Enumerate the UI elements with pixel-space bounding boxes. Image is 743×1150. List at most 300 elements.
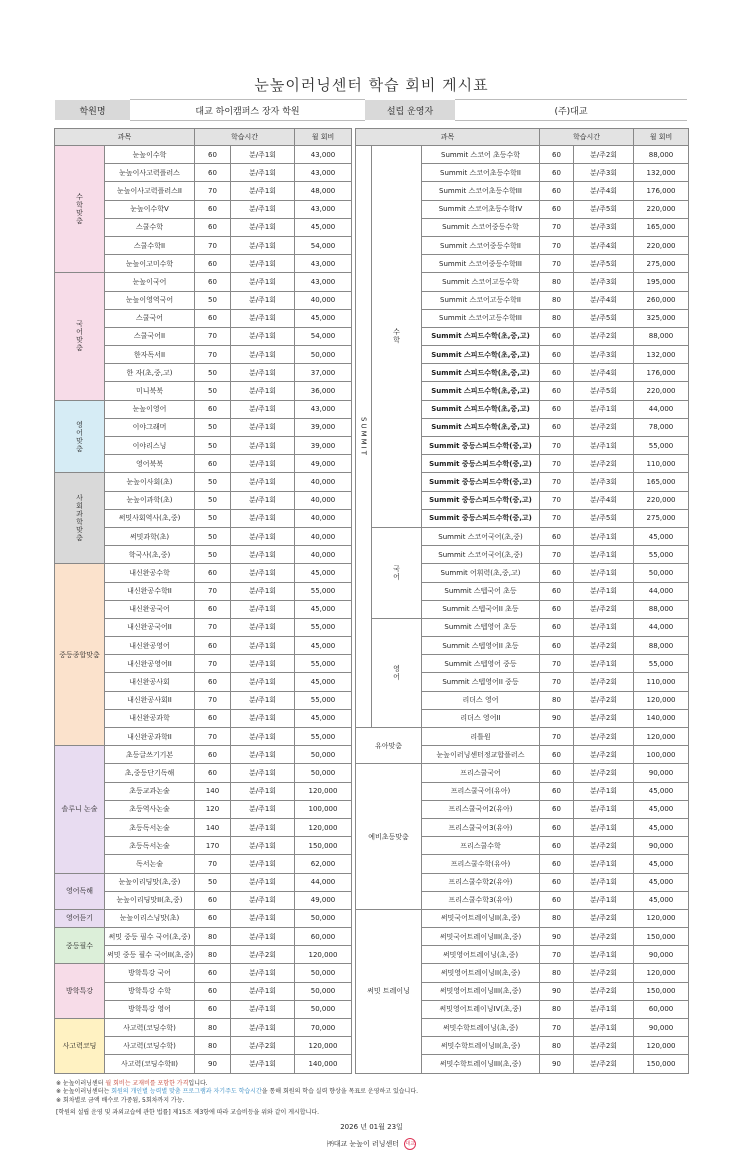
course-fee: 55,000 <box>295 582 352 600</box>
course-frequency: 분/주1회 <box>231 273 295 291</box>
course-fee: 110,000 <box>634 673 689 691</box>
course-name: Summit 스코어초등수학II <box>422 164 540 182</box>
course-minutes: 90 <box>540 709 574 727</box>
course-frequency: 분/주5회 <box>574 382 634 400</box>
course-name: 프리스쿨국어(유아) <box>422 782 540 800</box>
course-frequency: 분/주1회 <box>231 327 295 345</box>
course-frequency: 분/주1회 <box>231 909 295 927</box>
course-fee: 120,000 <box>634 909 689 927</box>
course-fee: 45,000 <box>634 800 689 818</box>
note-2: ※ 눈높이러닝센터는 회원의 개인별 능력별 맞춤 프로그램과 자기주도 학습시간을 통해 회원의 학습 실력 향상을 목표로 운영하고 있습니다. <box>56 1088 419 1096</box>
course-minutes: 70 <box>195 655 231 673</box>
course-minutes: 60 <box>540 146 574 164</box>
course-name: 스쿨국어II <box>105 327 195 345</box>
course-frequency: 분/주2회 <box>574 327 634 345</box>
course-frequency: 분/주1회 <box>231 291 295 309</box>
course-fee: 150,000 <box>295 837 352 855</box>
course-minutes: 60 <box>540 527 574 545</box>
course-minutes: 60 <box>540 800 574 818</box>
category-cell: 사고력코딩 <box>55 1019 105 1074</box>
course-minutes: 60 <box>540 582 574 600</box>
course-frequency: 분/주1회 <box>231 437 295 455</box>
course-fee: 45,000 <box>295 673 352 691</box>
course-frequency: 분/주1회 <box>231 982 295 1000</box>
course-name: 써밋수학트레이닝III(초,중) <box>422 1055 540 1073</box>
course-fee: 55,000 <box>295 728 352 746</box>
page-title: 눈높이러닝센터 학습 회비 게시표 <box>254 76 489 94</box>
course-fee: 90,000 <box>634 1019 689 1037</box>
course-fee: 120,000 <box>295 1037 352 1055</box>
course-fee: 45,000 <box>295 709 352 727</box>
course-fee: 50,000 <box>295 909 352 927</box>
course-fee: 45,000 <box>295 600 352 618</box>
course-minutes: 80 <box>540 273 574 291</box>
course-minutes: 60 <box>540 327 574 345</box>
course-fee: 70,000 <box>295 1019 352 1037</box>
course-name: Summit 스피드수학(초,중,고) <box>422 346 540 364</box>
course-frequency: 분/주1회 <box>231 418 295 436</box>
course-minutes: 80 <box>195 1037 231 1055</box>
course-fee: 55,000 <box>634 655 689 673</box>
course-frequency: 분/주1회 <box>231 164 295 182</box>
course-minutes: 50 <box>195 418 231 436</box>
course-fee: 40,000 <box>295 491 352 509</box>
course-minutes: 50 <box>195 546 231 564</box>
course-name: 사고력(코딩수학) <box>105 1019 195 1037</box>
course-frequency: 분/주2회 <box>574 691 634 709</box>
course-name: 프리스쿨국어3(유아) <box>422 818 540 836</box>
course-frequency: 분/주1회 <box>231 691 295 709</box>
course-frequency: 분/주1회 <box>231 855 295 873</box>
header-time: 학습시간 <box>195 129 295 146</box>
course-name: 눈높이리딩맛(초,중) <box>105 873 195 891</box>
course-frequency: 분/주1회 <box>231 709 295 727</box>
course-name: Summit 스피드수학(초,중,고) <box>422 418 540 436</box>
table-row <box>356 527 689 545</box>
course-frequency: 분/주2회 <box>574 909 634 927</box>
course-minutes: 140 <box>195 818 231 836</box>
course-frequency: 분/주3회 <box>574 164 634 182</box>
table-row <box>356 146 689 164</box>
category-cell: 유아맞춤 <box>356 728 422 764</box>
course-frequency: 분/주2회 <box>574 1037 634 1055</box>
course-name: 써밋사회역사(초,중) <box>105 509 195 527</box>
header-time: 학습시간 <box>540 129 634 146</box>
course-minutes: 170 <box>195 837 231 855</box>
course-fee: 48,000 <box>295 182 352 200</box>
course-name: Summit 스코어고등수학II <box>422 291 540 309</box>
course-fee: 120,000 <box>295 818 352 836</box>
course-frequency: 분/주1회 <box>231 618 295 636</box>
category-cell: 국어맞춤 <box>55 273 105 400</box>
course-minutes: 70 <box>195 236 231 254</box>
course-name: 초등독서논술 <box>105 818 195 836</box>
course-minutes: 70 <box>195 182 231 200</box>
course-fee: 50,000 <box>634 564 689 582</box>
course-minutes: 70 <box>540 491 574 509</box>
course-minutes: 70 <box>540 473 574 491</box>
course-minutes: 80 <box>540 964 574 982</box>
course-name: Summit 스코어국어(초,중) <box>422 546 540 564</box>
course-name: 눈높이러닝센터정교합플러스 <box>422 746 540 764</box>
course-minutes: 60 <box>540 346 574 364</box>
course-fee: 132,000 <box>634 346 689 364</box>
course-name: Summit 중등스피드수학(중,고) <box>422 455 540 473</box>
course-frequency: 분/주1회 <box>231 928 295 946</box>
course-minutes: 80 <box>195 1019 231 1037</box>
course-minutes: 70 <box>195 855 231 873</box>
course-minutes: 70 <box>540 255 574 273</box>
course-minutes: 60 <box>540 764 574 782</box>
course-minutes: 80 <box>195 928 231 946</box>
course-minutes: 60 <box>195 709 231 727</box>
category-cell: 국어 <box>372 527 422 618</box>
course-name: 눈높이수학 <box>105 146 195 164</box>
course-name: 프리스쿨수학3(유아) <box>422 891 540 909</box>
course-fee: 260,000 <box>634 291 689 309</box>
course-frequency: 분/주1회 <box>231 1055 295 1073</box>
course-fee: 165,000 <box>634 218 689 236</box>
course-minutes: 60 <box>195 637 231 655</box>
course-fee: 37,000 <box>295 364 352 382</box>
course-name: 초등독서논술 <box>105 837 195 855</box>
course-minutes: 50 <box>195 873 231 891</box>
course-fee: 43,000 <box>295 273 352 291</box>
course-fee: 45,000 <box>634 873 689 891</box>
course-minutes: 70 <box>540 236 574 254</box>
course-frequency: 분/주1회 <box>574 400 634 418</box>
course-frequency: 분/주1회 <box>574 782 634 800</box>
course-fee: 90,000 <box>634 837 689 855</box>
course-minutes: 70 <box>540 1019 574 1037</box>
course-minutes: 60 <box>540 782 574 800</box>
table-row <box>55 146 352 164</box>
course-name: 방학특강 국어 <box>105 964 195 982</box>
course-minutes: 60 <box>195 455 231 473</box>
course-frequency: 분/주3회 <box>574 218 634 236</box>
left-fee-table <box>54 128 352 1074</box>
course-fee: 45,000 <box>634 818 689 836</box>
course-fee: 40,000 <box>295 527 352 545</box>
category-cell: 솔루니 논술 <box>55 746 105 873</box>
course-frequency: 분/주1회 <box>231 564 295 582</box>
course-minutes: 60 <box>195 909 231 927</box>
course-minutes: 50 <box>195 509 231 527</box>
course-name: Summit 스코어국어(초,중) <box>422 527 540 545</box>
course-frequency: 분/주1회 <box>574 891 634 909</box>
course-minutes: 70 <box>195 691 231 709</box>
course-name: 스쿨수학 <box>105 218 195 236</box>
course-name: 영어북북 <box>105 455 195 473</box>
course-frequency: 분/주1회 <box>574 800 634 818</box>
course-fee: 55,000 <box>295 655 352 673</box>
course-name: 써밋수학트레이닝II(초,중) <box>422 1037 540 1055</box>
course-fee: 55,000 <box>295 691 352 709</box>
course-name: Summit 스코어초등수학IV <box>422 200 540 218</box>
course-minutes: 70 <box>540 455 574 473</box>
course-frequency: 분/주2회 <box>574 673 634 691</box>
course-name: 내신완공영어 <box>105 637 195 655</box>
course-name: 초등역사논술 <box>105 800 195 818</box>
course-minutes: 70 <box>195 728 231 746</box>
category-cell: 중등필수 <box>55 928 105 964</box>
course-fee: 43,000 <box>295 200 352 218</box>
table-row <box>356 764 689 782</box>
course-frequency: 분/주1회 <box>231 673 295 691</box>
course-name: 눈높이고미수학 <box>105 255 195 273</box>
course-fee: 140,000 <box>295 1055 352 1073</box>
course-fee: 44,000 <box>634 582 689 600</box>
course-fee: 150,000 <box>634 928 689 946</box>
table-row <box>356 728 689 746</box>
course-minutes: 60 <box>195 673 231 691</box>
course-fee: 120,000 <box>634 691 689 709</box>
course-frequency: 분/주1회 <box>574 546 634 564</box>
course-name: Summit 스텝영어 중등 <box>422 655 540 673</box>
course-frequency: 분/주2회 <box>574 418 634 436</box>
course-frequency: 분/주1회 <box>231 200 295 218</box>
course-minutes: 60 <box>195 200 231 218</box>
course-frequency: 분/주1회 <box>231 873 295 891</box>
course-frequency: 분/주1회 <box>574 618 634 636</box>
course-frequency: 분/주2회 <box>574 455 634 473</box>
course-fee: 55,000 <box>295 618 352 636</box>
course-fee: 44,000 <box>634 400 689 418</box>
course-fee: 45,000 <box>634 891 689 909</box>
course-fee: 140,000 <box>634 709 689 727</box>
course-minutes: 60 <box>195 1000 231 1018</box>
course-name: Summit 스텝영어II 중등 <box>422 673 540 691</box>
course-fee: 176,000 <box>634 182 689 200</box>
course-fee: 220,000 <box>634 200 689 218</box>
course-frequency: 분/주1회 <box>231 346 295 364</box>
note-4: [학원의 설립 운영 및 과외교습에 관한 법률] 제15조 제3항에 따라 교습비등을 위와 같이 게시합니다. <box>56 1109 320 1117</box>
category-cell: 써밋 트레이닝 <box>356 909 422 1073</box>
course-frequency: 분/주1회 <box>574 855 634 873</box>
footer-date: 2026 년 01월 23일 <box>340 1122 403 1131</box>
course-name: Summit 스코어고등수학III <box>422 309 540 327</box>
course-minutes: 80 <box>540 1000 574 1018</box>
course-frequency: 분/주1회 <box>231 182 295 200</box>
course-name: 써밋국어트레이닝II(초,중) <box>422 909 540 927</box>
category-cell: 예비초등맞춤 <box>356 764 422 910</box>
course-fee: 43,000 <box>295 164 352 182</box>
course-frequency: 분/주1회 <box>231 582 295 600</box>
course-name: 눈높이리딩맛II(초,중) <box>105 891 195 909</box>
course-fee: 195,000 <box>634 273 689 291</box>
course-frequency: 분/주2회 <box>574 746 634 764</box>
course-frequency: 분/주1회 <box>231 728 295 746</box>
table-row <box>55 928 352 946</box>
course-name: 방학특강 영어 <box>105 1000 195 1018</box>
course-minutes: 50 <box>195 491 231 509</box>
course-frequency: 분/주1회 <box>231 509 295 527</box>
course-name: 내신완공국어II <box>105 618 195 636</box>
category-cell: 영어듣기 <box>55 909 105 927</box>
course-minutes: 70 <box>540 728 574 746</box>
course-fee: 120,000 <box>634 964 689 982</box>
course-frequency: 분/주1회 <box>574 1000 634 1018</box>
course-minutes: 70 <box>540 673 574 691</box>
course-frequency: 분/주5회 <box>574 509 634 527</box>
course-fee: 40,000 <box>295 546 352 564</box>
course-name: 눈높이리스닝맛(초) <box>105 909 195 927</box>
course-name: 써밋영어트레이닝III(초,중) <box>422 982 540 1000</box>
course-minutes: 60 <box>540 182 574 200</box>
course-name: 사고력(코딩수학II) <box>105 1055 195 1073</box>
table-row <box>55 473 352 491</box>
course-name: Summit 스텝국어 초등 <box>422 582 540 600</box>
course-fee: 45,000 <box>634 782 689 800</box>
course-fee: 165,000 <box>634 473 689 491</box>
course-minutes: 50 <box>195 437 231 455</box>
course-minutes: 60 <box>195 146 231 164</box>
course-minutes: 60 <box>540 637 574 655</box>
left-header-row <box>55 129 352 146</box>
course-name: 초,중등단기독해 <box>105 764 195 782</box>
course-name: 써밋 중등 필수 국어(초,중) <box>105 928 195 946</box>
course-frequency: 분/주1회 <box>231 818 295 836</box>
course-frequency: 분/주3회 <box>574 273 634 291</box>
course-frequency: 분/주1회 <box>231 600 295 618</box>
course-fee: 40,000 <box>295 291 352 309</box>
course-minutes: 60 <box>195 164 231 182</box>
course-minutes: 70 <box>195 346 231 364</box>
course-fee: 39,000 <box>295 418 352 436</box>
table-row <box>55 909 352 927</box>
notes <box>56 1080 696 1118</box>
course-frequency: 분/주1회 <box>231 800 295 818</box>
course-name: 눈높이사고력플러스II <box>105 182 195 200</box>
academy-info-bar <box>55 100 687 120</box>
course-name: 독서논술 <box>105 855 195 873</box>
course-frequency: 분/주4회 <box>574 364 634 382</box>
course-frequency: 분/주1회 <box>231 309 295 327</box>
course-frequency: 분/주1회 <box>231 746 295 764</box>
course-fee: 90,000 <box>634 946 689 964</box>
course-frequency: 분/주1회 <box>231 364 295 382</box>
course-minutes: 60 <box>195 891 231 909</box>
course-frequency: 분/주2회 <box>574 146 634 164</box>
course-minutes: 120 <box>195 800 231 818</box>
course-frequency: 분/주5회 <box>574 309 634 327</box>
course-fee: 100,000 <box>295 800 352 818</box>
course-frequency: 분/주1회 <box>231 473 295 491</box>
course-name: 내신완공국어 <box>105 600 195 618</box>
category-cell: 사회과학맞춤 <box>55 473 105 564</box>
course-fee: 49,000 <box>295 891 352 909</box>
course-fee: 88,000 <box>634 637 689 655</box>
course-fee: 275,000 <box>634 509 689 527</box>
course-name: Summit 어휘력(초,중,고) <box>422 564 540 582</box>
course-minutes: 80 <box>195 946 231 964</box>
table-row <box>55 400 352 418</box>
course-minutes: 50 <box>195 382 231 400</box>
course-minutes: 60 <box>195 273 231 291</box>
course-frequency: 분/주1회 <box>574 582 634 600</box>
course-minutes: 70 <box>540 509 574 527</box>
course-name: 이야리스닝 <box>105 437 195 455</box>
course-fee: 43,000 <box>295 255 352 273</box>
course-fee: 150,000 <box>634 982 689 1000</box>
course-name: 써밋영어트레이닝II(초,중) <box>422 964 540 982</box>
course-frequency: 분/주1회 <box>231 527 295 545</box>
course-name: Summit 스코어중등수학II <box>422 236 540 254</box>
table-row <box>356 618 689 636</box>
course-name: 학국사(초,중) <box>105 546 195 564</box>
course-minutes: 80 <box>540 691 574 709</box>
course-name: 스쿨국어 <box>105 309 195 327</box>
course-fee: 43,000 <box>295 400 352 418</box>
course-name: 써밋 중등 필수 국어II(초,중) <box>105 946 195 964</box>
course-minutes: 60 <box>540 564 574 582</box>
course-frequency: 분/주4회 <box>574 182 634 200</box>
course-name: 리틀원 <box>422 728 540 746</box>
course-fee: 50,000 <box>295 346 352 364</box>
course-name: 눈높이국어 <box>105 273 195 291</box>
course-frequency: 분/주2회 <box>574 728 634 746</box>
course-minutes: 60 <box>195 564 231 582</box>
course-frequency: 분/주4회 <box>574 236 634 254</box>
course-fee: 325,000 <box>634 309 689 327</box>
course-name: Summit 스피드수학(초,중,고) <box>422 327 540 345</box>
course-frequency: 분/주3회 <box>574 346 634 364</box>
course-name: 리더스 영어II <box>422 709 540 727</box>
course-frequency: 분/주2회 <box>574 1055 634 1073</box>
course-minutes: 60 <box>540 164 574 182</box>
course-minutes: 60 <box>540 618 574 636</box>
course-fee: 88,000 <box>634 600 689 618</box>
course-name: Summit 스코어중등수학 <box>422 218 540 236</box>
course-frequency: 분/주2회 <box>231 946 295 964</box>
course-fee: 90,000 <box>634 764 689 782</box>
course-name: 사고력(코딩수학) <box>105 1037 195 1055</box>
course-minutes: 60 <box>195 764 231 782</box>
right-header-row <box>356 129 689 146</box>
course-fee: 132,000 <box>634 164 689 182</box>
category-cell: 수학 <box>372 146 422 528</box>
course-fee: 120,000 <box>634 1037 689 1055</box>
course-frequency: 분/주1회 <box>574 655 634 673</box>
course-name: 리더스 영어 <box>422 691 540 709</box>
footer <box>0 1122 743 1150</box>
course-frequency: 분/주1회 <box>231 764 295 782</box>
course-name: 써밋영어트레이닝(초,중) <box>422 946 540 964</box>
course-minutes: 90 <box>195 1055 231 1073</box>
course-frequency: 분/주2회 <box>574 964 634 982</box>
course-fee: 45,000 <box>634 855 689 873</box>
table-row <box>55 873 352 891</box>
course-frequency: 분/주2회 <box>231 1037 295 1055</box>
course-minutes: 60 <box>195 255 231 273</box>
course-frequency: 분/주1회 <box>231 1019 295 1037</box>
course-name: 내신완공수학 <box>105 564 195 582</box>
course-minutes: 80 <box>540 309 574 327</box>
course-fee: 50,000 <box>295 1000 352 1018</box>
footer-issuer: ㈜대교 눈높이 러닝센터 <box>326 1139 400 1148</box>
course-minutes: 90 <box>540 1055 574 1073</box>
course-frequency: 분/주1회 <box>231 837 295 855</box>
course-minutes: 60 <box>195 400 231 418</box>
course-name: 프리스쿨수학 <box>422 837 540 855</box>
course-fee: 78,000 <box>634 418 689 436</box>
course-frequency: 분/주2회 <box>574 600 634 618</box>
course-minutes: 60 <box>195 746 231 764</box>
course-fee: 43,000 <box>295 146 352 164</box>
course-frequency: 분/주1회 <box>231 146 295 164</box>
table-row <box>55 964 352 982</box>
course-frequency: 분/주3회 <box>574 473 634 491</box>
